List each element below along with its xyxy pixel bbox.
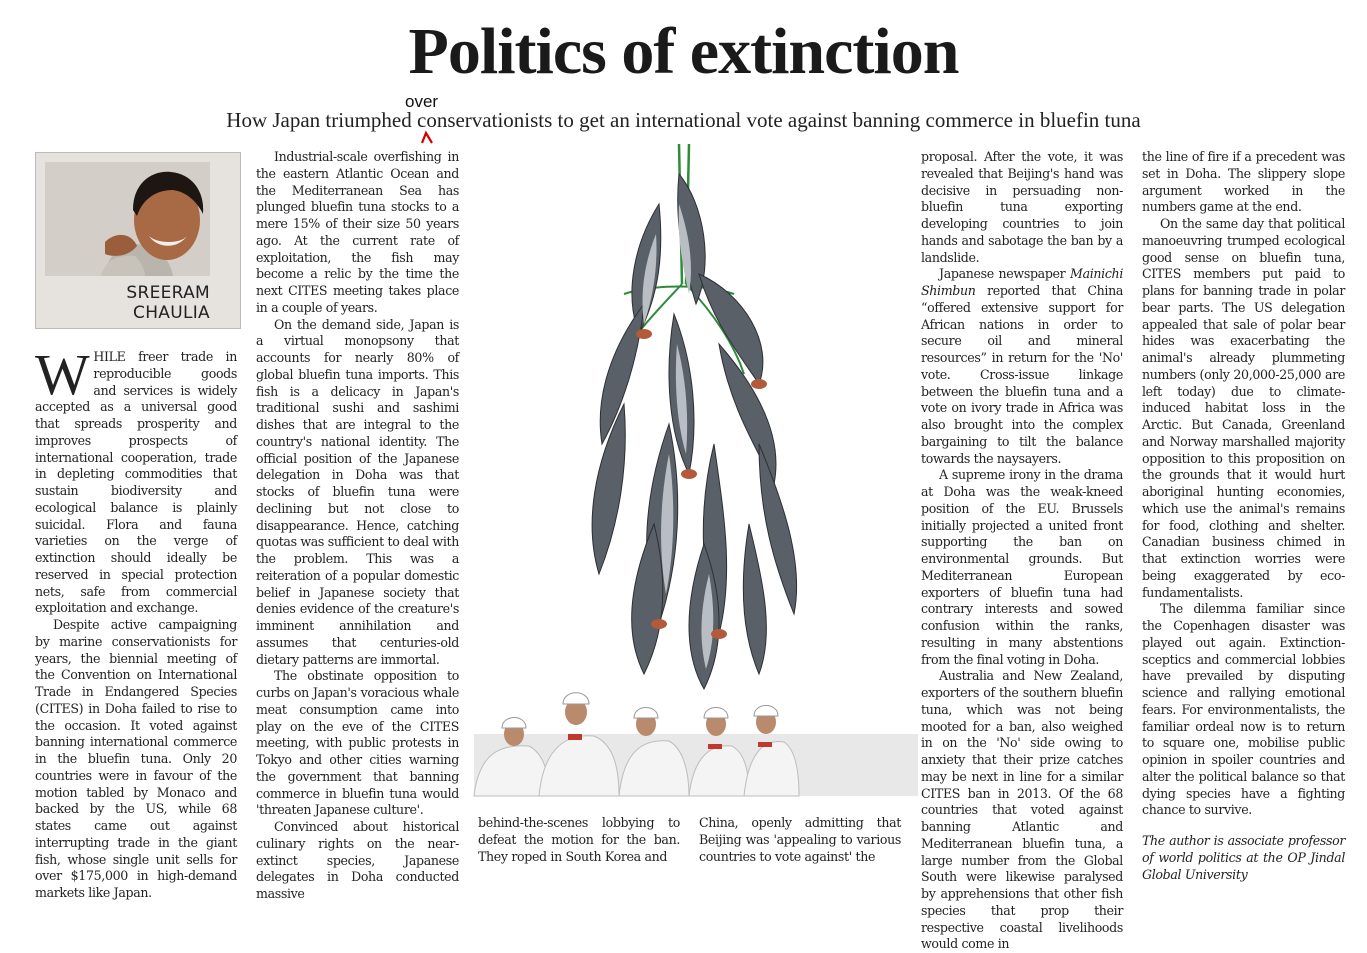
column-5 (921, 149, 1123, 953)
author-portrait (45, 162, 210, 276)
column-4-bottom-text: China, openly admitting that Beijing was 'appealing to various countries to vote against' the (699, 815, 901, 864)
column-5-paragraph-4: Australia and New Zealand, exporters of the southern bluefin tuna, which was not being mooted for a ban, also weighed in on the 'No' side owing to anxiety that their prize catches may be next in line for a similar CITES ban in 2013. Of the 68 countries that voted against banning Atlantic and Mediterranean bluefin tuna, a large number from the Global South were likewise paralysed by apprehensions that other fish species that prop their respective coastal livelihoods would come in (921, 668, 1123, 952)
column-2-paragraph-1: Industrial-scale overfishing in the eastern Atlantic Ocean and the Mediterranean Sea has plunged bluefin tuna stocks to a mere 15% of their size 50 years ago. At the current rate of exploitation, the fish may become a relic by the time the next CITES meeting takes place in a couple of years. (256, 149, 459, 315)
column-6 (1142, 149, 1345, 883)
author-last-name: CHAULIA (133, 303, 210, 323)
tuna-photo (474, 144, 918, 796)
column-5-text-2a: Japanese newspaper (939, 266, 1071, 282)
page-headline: Politics of extinction (408, 15, 959, 88)
column-1-paragraph-1 (35, 342, 237, 617)
column-2 (256, 149, 459, 903)
page-subhead: How Japan triumphed conservationists to get an international vote against banning commerce in bluefin tuna (226, 108, 1141, 132)
author-credit: The author is associate professor of world politics at the OP Jindal Global University (1142, 833, 1345, 882)
column-5-text-2b: reported that China “offered extensive support for African nations in order to secure oil and mineral resources” in return for the 'No' vote. Cross-issue linkage between the bluefin tuna and a vote on ivory trade in Africa was also brought into the complex bargaining to tilt the balance towards the naysayers. (921, 283, 1123, 466)
column-2-paragraph-4: Convinced about historical culinary rights on the near-extinct species, Japanese delegates in Doha conducted massive (256, 819, 459, 901)
column-3-bottom-text: behind-the-scenes lobbying to defeat the motion for the ban. They roped in South Korea and (478, 815, 680, 864)
author-name (126, 283, 210, 323)
column-6-paragraph-2: On the same day that political manoeuvring trumped ecological good sense on bluefin tuna, CITES members put paid to plans for banning trade in polar bear parts. The US delegation appealed that sale of polar bear hides was exacerbating the animal's already plummeting numbers (only 20,000-25,000 are left today) due to climate-induced habitat loss in the Arctic. But Canada, Greenland and Norway marshalled majority opposition to this proposition on the grounds that it would hurt aboriginal hunting economies, which use the animal's remains for food, clothing and shelter. Canadian business chimed in that extinction worries were being exaggerated by eco-fundamentalists. (1142, 216, 1345, 600)
column-5-paragraph-3: A supreme irony in the drama at Doha was the weak-kneed position of the EU. Brussels initially projected a united front supporting the ban on environmental grounds. But Mediterranean European exporters of bluefin tuna had contrary interests and sowed confusion within the ranks, resulting in many abstentions from the final voting in Doha. (921, 467, 1123, 667)
edit-insert-word: over (405, 92, 439, 111)
column-5-paragraph-1: proposal. After the vote, it was revealed that Beijing's hand was decisive in persuading non-bluefin tuna exporting developing countries to join hands and sabotage the ban by a landslide. (921, 149, 1123, 265)
column-3-bottom (478, 815, 680, 865)
column-2-paragraph-3: The obstinate opposition to curbs on Japan's voracious whale meat consumption came into play on the eve of the CITES meeting, with public protests in Tokyo and other cities warning the government that banning commerce in bluefin tuna would 'threaten Japanese culture'. (256, 668, 459, 818)
column-1 (35, 342, 237, 902)
author-box (35, 152, 241, 329)
drop-cap: W (35, 342, 90, 407)
column-1-paragraph-2: Despite active campaigning by marine conservationists for years, the biennial meeting of the Convention on International Trade in Endangered Species (CITES) in Doha failed to rise to the occasion. It voted against banning international commerce in the bluefin tuna. Only 20 countries were in favour of the motion tabled by Monaco and backed by the US, while 68 states came out against interrupting trade in the giant fish, whose single unit sells for over $175,000 in high-demand markets like Japan. (35, 617, 237, 900)
column-6-paragraph-1: the line of fire if a precedent was set in Doha. The slippery slope argument worked in the numbers game at the end. (1142, 149, 1345, 215)
column-5-paragraph-2 (921, 266, 1123, 467)
column-2-paragraph-2: On the demand side, Japan is a virtual monopsony that accounts for nearly 80% of global bluefin tuna imports. This fish is a delicacy in Japan's traditional sushi and sashimi dishes that are integral to the country's national identity. The official position of the Japanese delegation in Doha was that stocks of bluefin tuna were declining but not close to disappearance. Hence, catching quotas was sufficient to deal with the problem. This was a reiteration of a popular domestic belief in Japanese society that denies evidence of the creature's imminent annihilation and assumes that centuries-old dietary patterns are immortal. (256, 316, 459, 667)
column-4-bottom (699, 815, 901, 865)
newspaper-name: Mainichi Shimbun (921, 266, 1123, 298)
author-first-name: SREERAM (126, 283, 210, 303)
column-6-paragraph-3: The dilemma familiar since the Copenhagen disaster was played out again. Extinction-sceptics and commercial lobbies have prevailed by disputing science and rallying emotional fears. For environmentalists, the familiar ordeal now is to return to square one, mobilise public opinion in spoiler countries and alter the political balance so that dying species have a fighting chance to survive. (1142, 601, 1345, 818)
column-1-text-1: HILE freer trade in reproducible goods and services is widely accepted as a universal good that spreads prosperity and improves prospects of international cooperation, trade in depleting commodities that sustain biodiversity and ecological balance is plainly suicidal. Flora and fauna varieties on the verge of extinction should ideally be reserved in special protection nets, safe from commercial exploitation and exchange. (35, 349, 237, 616)
